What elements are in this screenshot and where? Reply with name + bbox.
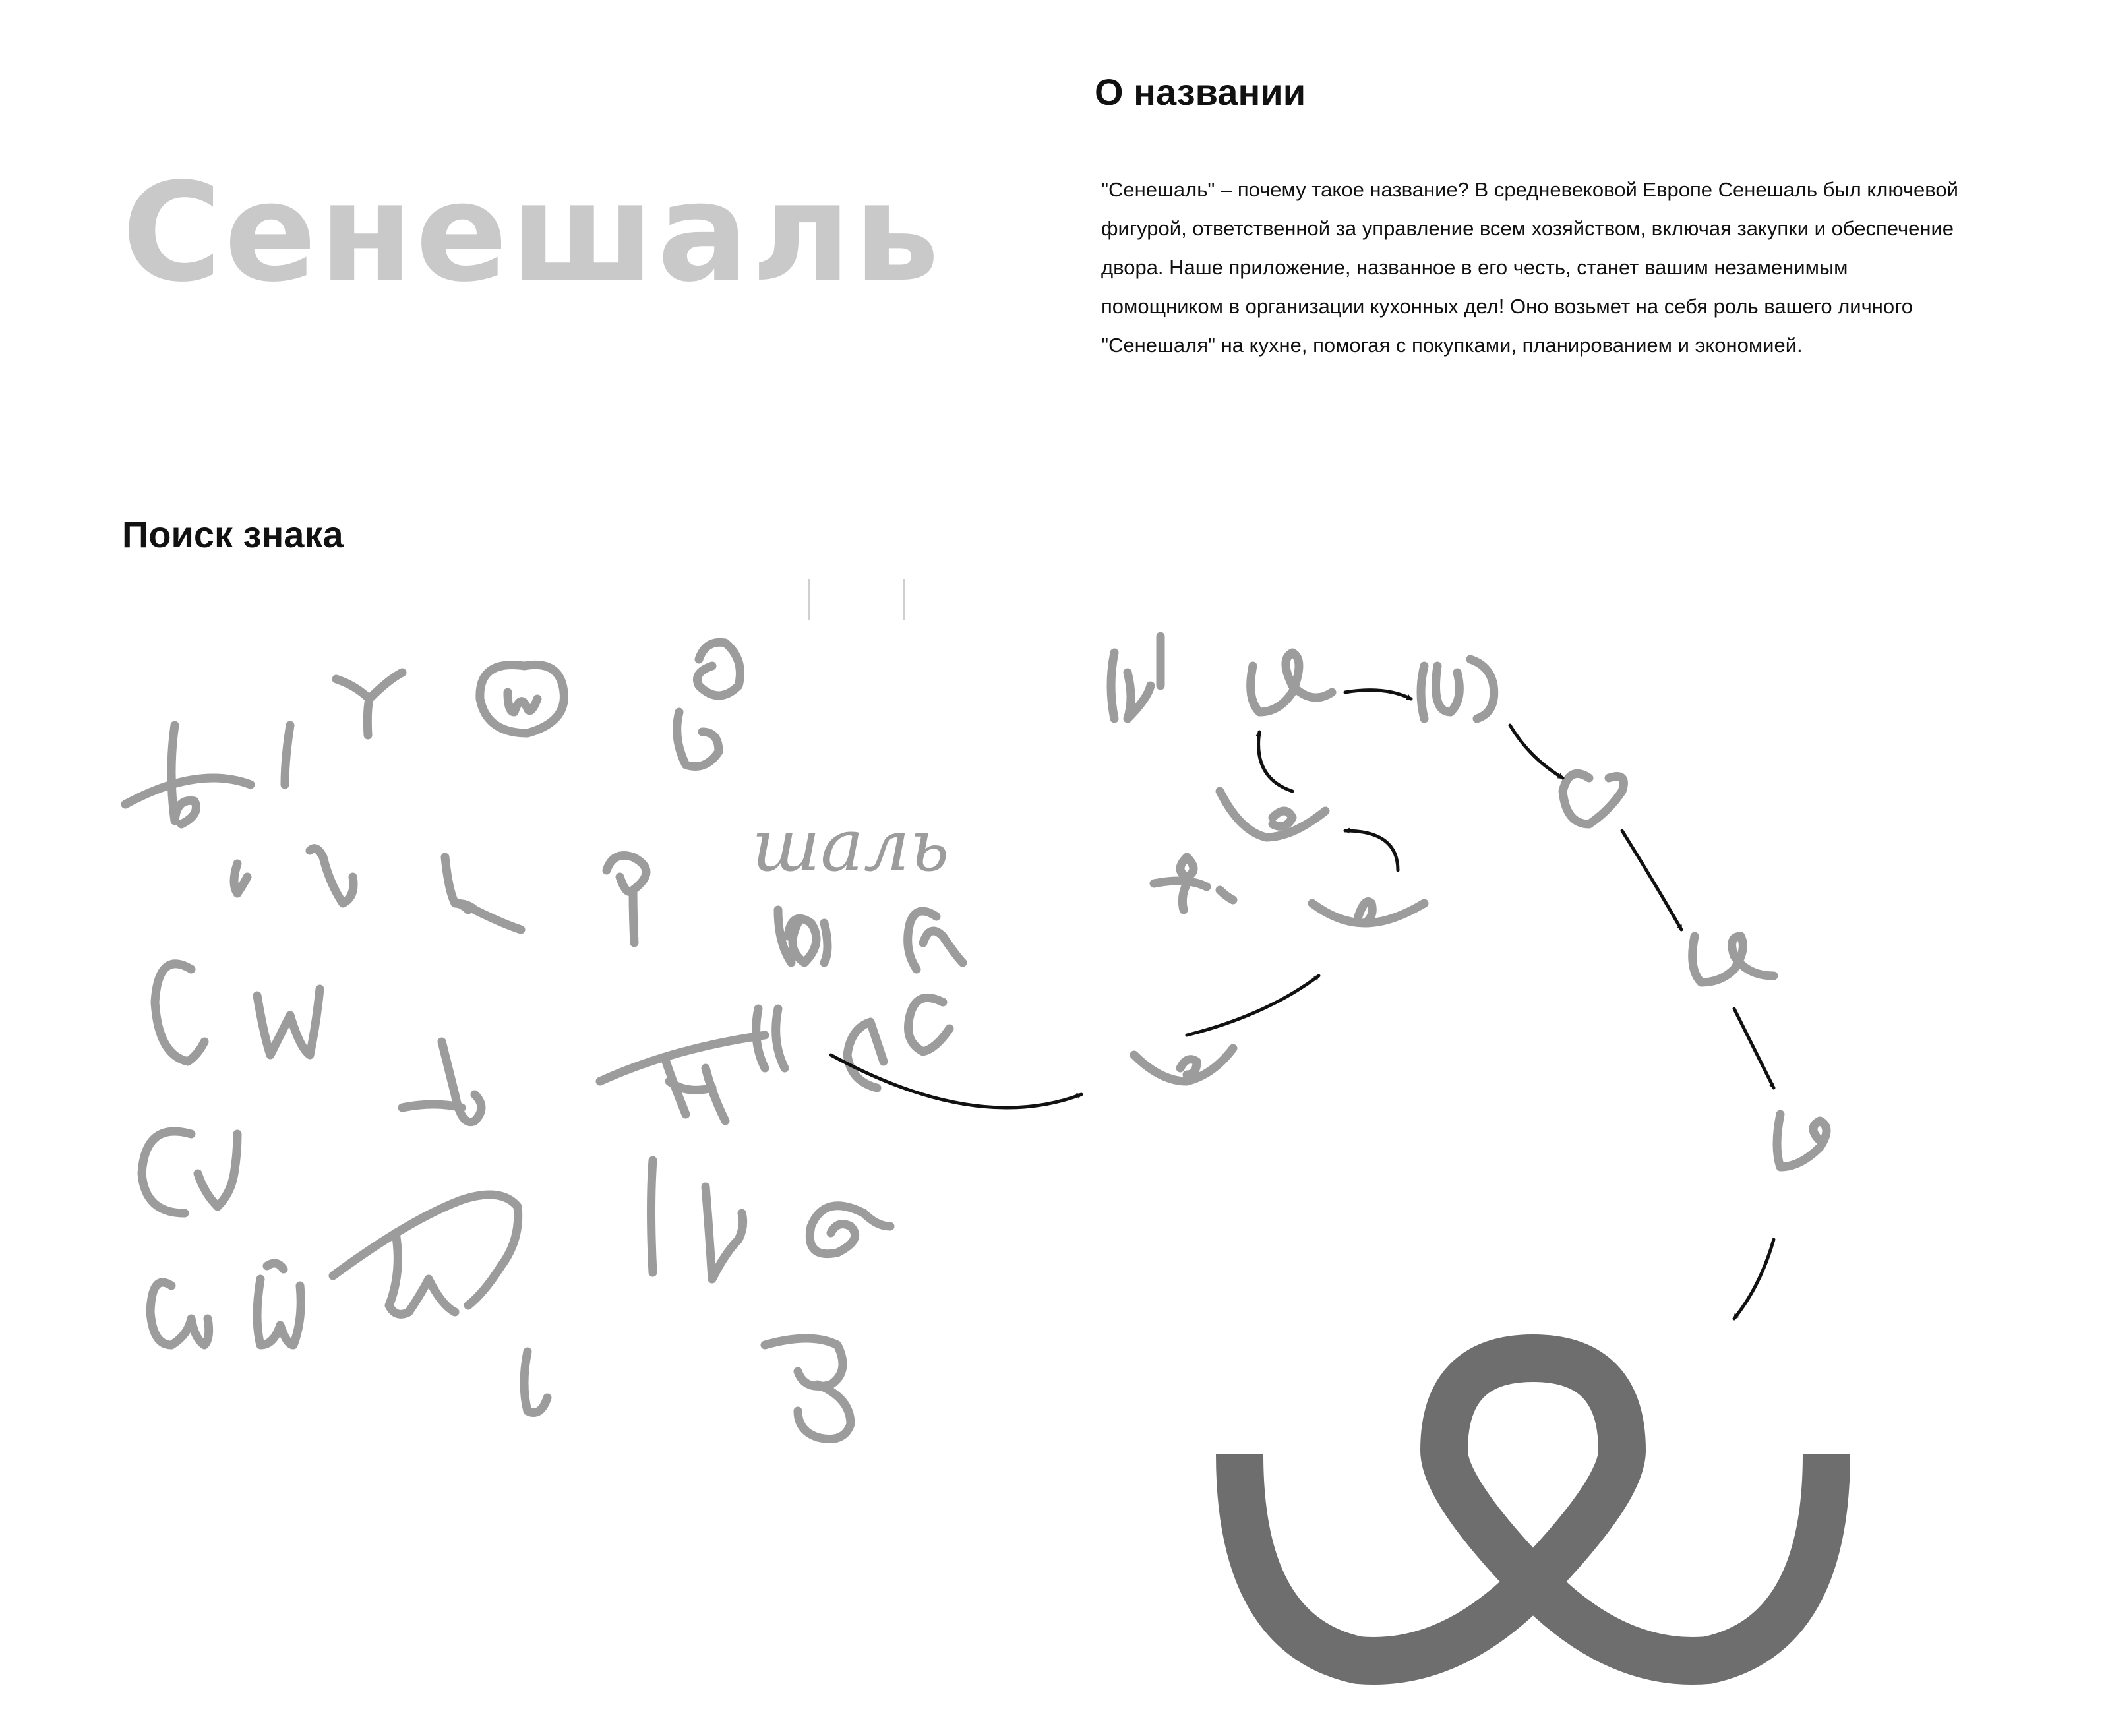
sketch-draft — [1693, 936, 1774, 982]
sketch-drafts-group — [125, 642, 963, 1439]
sketch-draft — [651, 1160, 653, 1272]
sketch-draft — [234, 849, 353, 903]
arrow — [1345, 831, 1398, 870]
about-heading: О названии — [1095, 71, 1306, 113]
about-line-1: "Сенешаль" – почему такое название? В средневековой Европе Сенешаль был ключевой — [1101, 178, 1958, 201]
sketch-draft — [336, 673, 402, 735]
sketch-draft — [1220, 791, 1325, 837]
sketch-progression-group — [1111, 636, 1826, 1167]
sketch-draft — [607, 856, 646, 943]
sketch-draft — [765, 1338, 851, 1439]
sketch-draft — [524, 1352, 547, 1413]
sketch-draft — [778, 910, 828, 963]
sketch-draft — [1563, 773, 1624, 824]
sketch-draft — [125, 725, 251, 824]
brand-wordmark: Сенешаль — [122, 154, 942, 312]
about-line-3: двора. Наше приложение, названное в его честь, станет вашим незаменимым — [1101, 256, 1848, 279]
sketch-draft — [810, 1206, 890, 1254]
sketch-draft — [257, 989, 320, 1055]
sketch-draft — [908, 911, 963, 969]
sketch-draft — [1111, 636, 1160, 719]
sketch-draft — [1154, 857, 1233, 910]
seneschal-logo-mark-icon — [1240, 1358, 1826, 1661]
arrow — [1345, 690, 1411, 699]
sketch-draft — [706, 1187, 743, 1279]
sketch-draft — [756, 1009, 785, 1068]
sketch-draft — [1251, 653, 1332, 712]
sketch-draft — [445, 857, 521, 930]
search-heading: Поиск знака — [122, 514, 344, 555]
about-line-2: фигурой, ответственной за управление всем хозяйством, включая закупки и обеспечение — [1101, 217, 1954, 240]
sketch-draft — [150, 1282, 209, 1345]
sketch-draft — [677, 642, 740, 766]
about-line-4: помощником в организации кухонных дел! Оно возьмет на себя роль вашего личного — [1101, 295, 1913, 318]
about-line-5: "Сенешаля" на кухне, помогая с покупками, планированием и экономией. — [1101, 334, 1803, 357]
sketch-draft — [257, 1263, 301, 1345]
sketch-draft — [1421, 659, 1494, 719]
arrow — [1734, 1009, 1774, 1088]
progression-arrows — [831, 690, 1774, 1319]
sketch-draft — [333, 1195, 518, 1314]
arrow — [1259, 732, 1292, 791]
sketch-draft — [285, 725, 290, 785]
arrow — [1187, 976, 1319, 1035]
arrow — [1734, 1240, 1774, 1319]
sketch-draft — [1777, 1114, 1826, 1167]
sketch-draft — [402, 1042, 481, 1122]
divider-ticks — [809, 579, 904, 620]
sketch-draft — [909, 998, 950, 1052]
sketch-draft — [1134, 1048, 1233, 1081]
sketch-draft — [480, 665, 564, 733]
sketch-draft — [600, 1035, 765, 1121]
sketch-draft — [155, 964, 204, 1062]
arrow — [1622, 831, 1681, 930]
arrow — [1510, 725, 1563, 778]
sketch-draft — [142, 1131, 237, 1213]
sketch-word: шаль — [752, 803, 950, 887]
sketch-draft — [1312, 902, 1424, 924]
